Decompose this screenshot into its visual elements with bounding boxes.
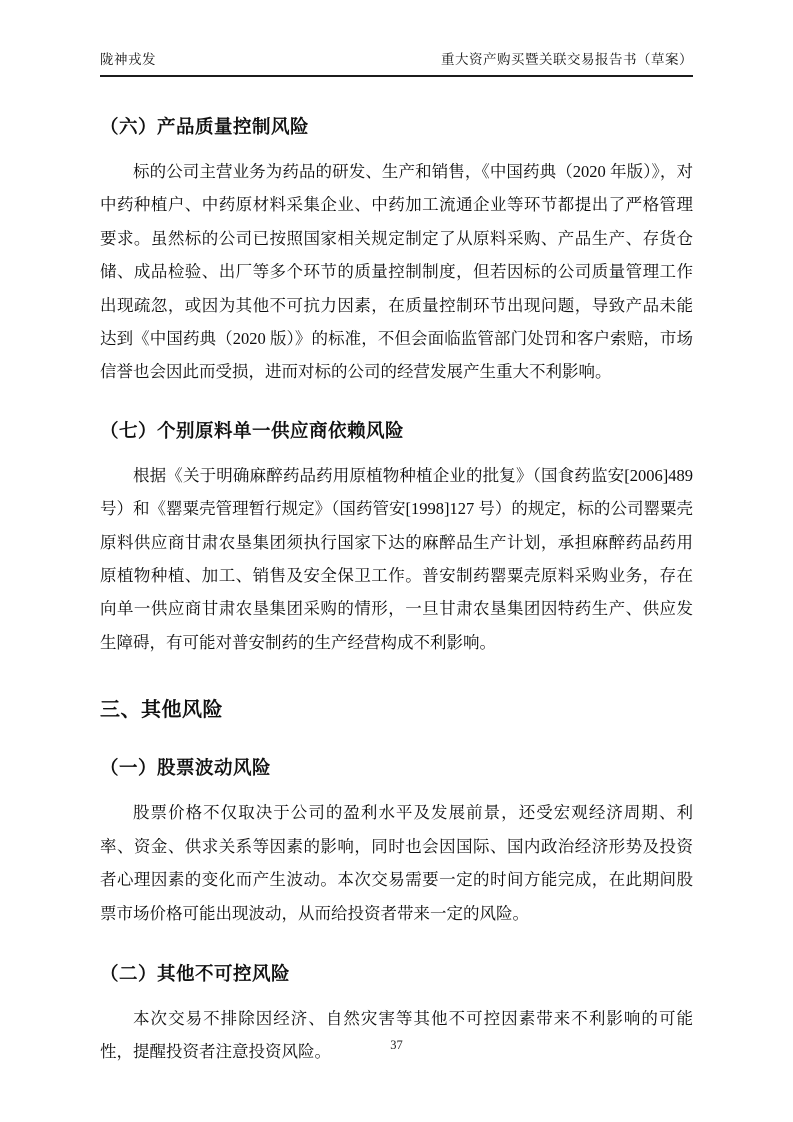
page-header (100, 48, 693, 77)
paragraph-product-quality-risk: 标的公司主营业务为药品的研发、生产和销售，《中国药典（2020 年版）》，对中药种植户、中药原材料采集企业、中药加工流通企业等环节都提出了严格管理要求。虽然标的公司已按照国家相关规定制定了从原料采购、产品生产、存货仓储、成品检验、出厂等多个环节的质量控制制度，但若因标的公司质量管理工作出现疏忽，或因为其他不可抗力因素，在质量控制环节出现问题，导致产品未能达到《中国药典（2020 版）》的标准，不但会面临监管部门处罚和客户索赔，市场信誉也会因此而受损，进而对标的公司的经营发展产生重大不利影响。 (100, 162, 693, 382)
section-heading-stock-volatility-risk: （一）股票波动风险 (100, 757, 272, 779)
page-number: 37 (390, 1038, 403, 1052)
header-company-name: 陇神戎发 (100, 52, 156, 67)
document-body (100, 75, 693, 1069)
paragraph-single-supplier-risk: 根据《关于明确麻醉药品药用原植物种植企业的批复》（国食药监安[2006]489 号）和《罂粟壳管理暂行规定》（国药管安[1998]127 号）的规定，标的公司罂粟壳原料供应商甘肃农垦集团须执行国家下达的麻醉品生产计划，承担麻醉药品药用原植物种植、加工、销售及安全保卫工作。普安制药罂粟壳原料采购业务，存在向单一供应商甘肃农垦集团采购的情形，一旦甘肃农垦集团因特药生产、供应发生障碍，有可能对普安制药的生产经营构成不利影响。 (100, 465, 693, 652)
section-heading-other-uncontrollable-risk: （二）其他不可控风险 (100, 962, 291, 984)
section-heading-product-quality-risk: （六）产品质量控制风险 (100, 116, 310, 137)
header-report-title: 重大资产购买暨关联交易报告书（草案） (441, 52, 693, 67)
paragraph-other-uncontrollable-risk: 本次交易不排除因经济、自然灾害等其他不可控因素带来不利影响的可能性，提醒投资者注意投资风险。 (100, 1008, 693, 1062)
chapter-heading-other-risks: 三、其他风险 (100, 699, 223, 722)
page-footer (0, 1038, 793, 1053)
section-heading-single-supplier-risk: （七）个别原料单一供应商依赖风险 (100, 419, 405, 441)
paragraph-stock-volatility-risk: 股票价格不仅取决于公司的盈利水平及发展前景，还受宏观经济周期、利率、资金、供求关系等因素的影响，同时也会因国际、国内政治经济形势及投资者心理因素的变化而产生波动。本次交易需要一定的时间方能完成，在此期间股票市场价格可能出现波动，从而给投资者带来一定的风险。 (100, 803, 693, 923)
